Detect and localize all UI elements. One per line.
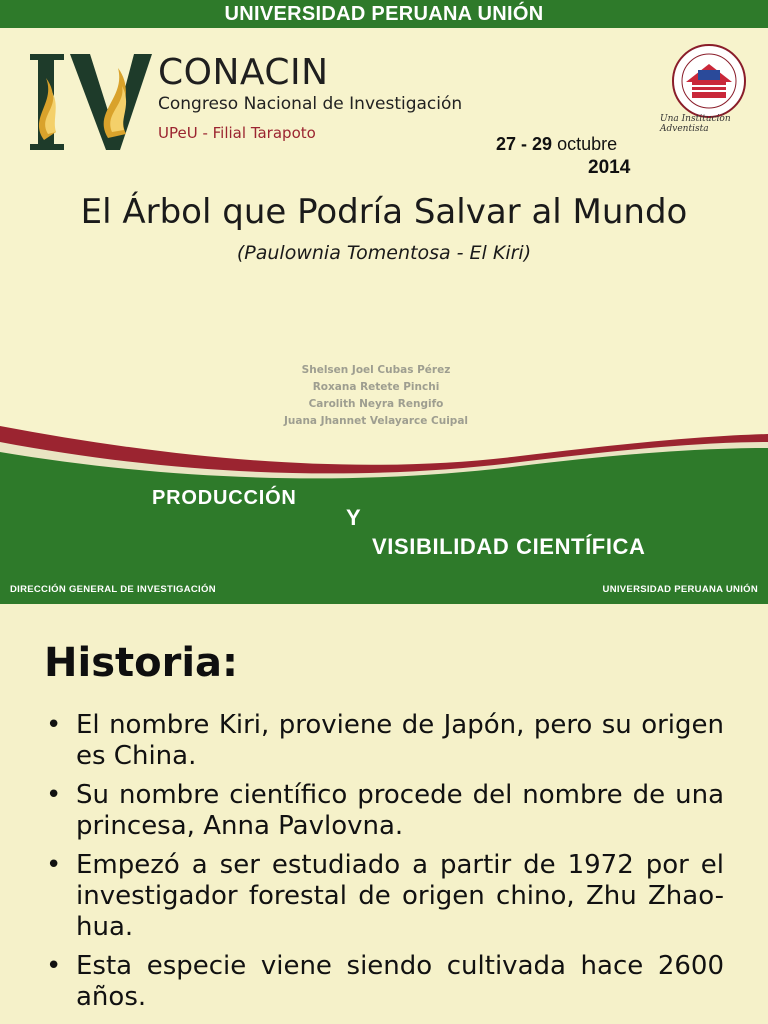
author-name: Roxana Retete Pinchi xyxy=(312,381,440,393)
footer-university: UNIVERSIDAD PERUANA UNIÓN xyxy=(602,584,758,595)
bullet-text: El nombre Kiri, proviene de Japón, pero su origen es China. xyxy=(76,710,724,771)
bullet-text: Su nombre científico procede del nombre de una princesa, Anna Pavlovna. xyxy=(76,780,724,841)
author-name: Juana Jhannet Velayarce Cuipal xyxy=(283,415,469,427)
footer-department: DIRECCIÓN GENERAL DE INVESTIGACIÓN xyxy=(10,584,216,595)
bullet-icon: • xyxy=(46,780,62,810)
bullet-text: Empezó a ser estudiado a partir de 1972 por el investigador forestal de origen chino, Zhu Zhao-hua. xyxy=(76,850,724,942)
conacin-subtitle: Congreso Nacional de Investigación xyxy=(158,94,463,114)
history-bullet-list xyxy=(44,710,724,1021)
conacin-iv-logo xyxy=(26,48,156,158)
history-bullet xyxy=(44,951,724,1013)
author-name: Shelsen Joel Cubas Pérez xyxy=(301,364,451,376)
history-bullet xyxy=(44,780,724,842)
bullet-icon: • xyxy=(46,850,62,880)
conacin-filial: UPeU - Filial Tarapoto xyxy=(158,124,316,142)
date-range: 27 - 29 xyxy=(496,134,553,154)
university-banner: UNIVERSIDAD PERUANA UNIÓN xyxy=(0,0,768,28)
history-bullet xyxy=(44,710,724,772)
university-seal xyxy=(670,42,748,120)
decorative-wave xyxy=(0,420,768,604)
bullet-icon: • xyxy=(46,951,62,981)
tagline-visibility: VISIBILIDAD CIENTÍFICA xyxy=(372,534,646,559)
conacin-title: CONACIN xyxy=(158,52,329,93)
tagline-connector: Y xyxy=(346,505,361,530)
seal-motto: Una Institución Adventista xyxy=(660,114,731,134)
presentation-subtitle: (Paulownia Tomentosa - El Kiri) xyxy=(236,242,532,264)
presentation-title: El Árbol que Podría Salvar al Mundo xyxy=(80,192,688,232)
date-month: octubre xyxy=(557,134,618,154)
author-name: Carolith Neyra Rengifo xyxy=(308,398,444,410)
history-slide xyxy=(0,604,768,1024)
tagline-production: PRODUCCIÓN xyxy=(152,487,297,509)
bullet-icon: • xyxy=(46,710,62,740)
event-dates xyxy=(496,134,617,155)
bullet-text: Esta especie viene siendo cultivada hace 2600 años. xyxy=(76,951,724,1012)
history-heading: Historia: xyxy=(44,640,239,686)
event-year: 2014 xyxy=(588,157,631,178)
history-bullet xyxy=(44,850,724,943)
